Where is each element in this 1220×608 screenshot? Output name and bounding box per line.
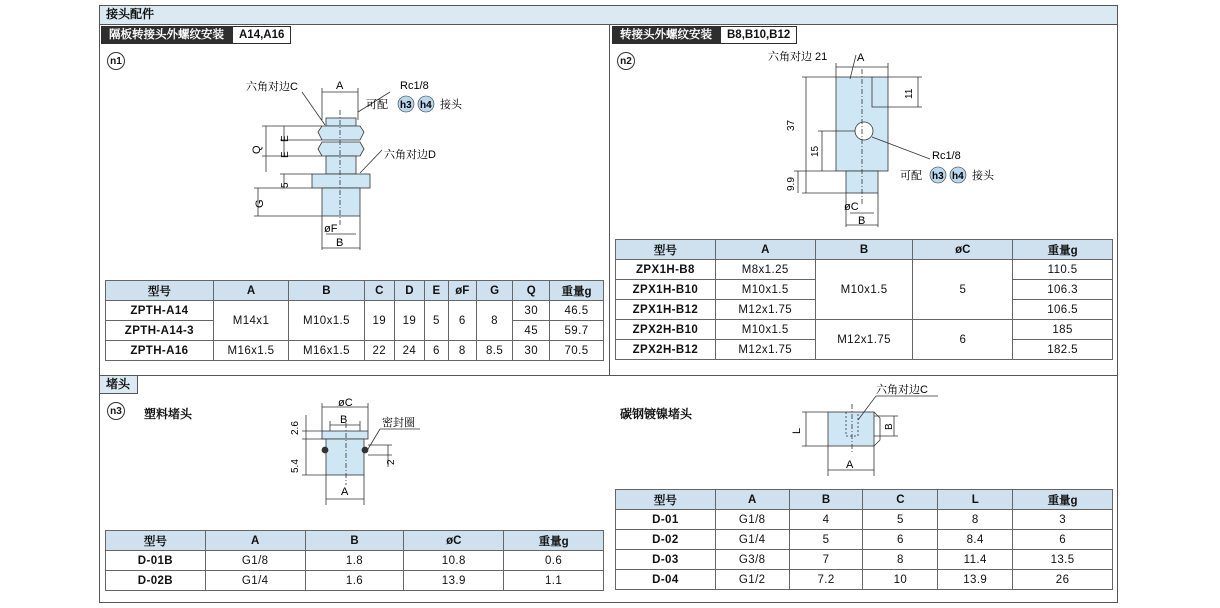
cell: 106.3	[1013, 280, 1113, 300]
cell: 8.5	[476, 341, 513, 361]
steel-title: 碳钢镀镍堵头	[620, 407, 693, 421]
n3-spec-table	[105, 530, 604, 591]
n1-col-q: Q	[513, 281, 550, 301]
n1-e1-label: E	[280, 135, 291, 142]
n1-col-b: B	[289, 281, 364, 301]
model-cell: ZPTH-A14	[106, 301, 214, 321]
n2-col-weight: 重量g	[1013, 240, 1113, 260]
n2-table-header-row	[616, 240, 1113, 260]
n2-col-c: øC	[913, 240, 1013, 260]
cell: 10	[863, 570, 938, 590]
n2-d11-label: 11	[904, 88, 915, 99]
n1-table-header-row	[106, 281, 604, 301]
cell: 5	[863, 510, 938, 530]
n2-oc-label: øC	[844, 201, 859, 213]
n1-spec-table	[105, 280, 604, 361]
table-row	[106, 301, 604, 321]
n1-col-f: øF	[448, 281, 476, 301]
n3-oc-label: øC	[338, 397, 353, 409]
cell: G1/2	[715, 570, 789, 590]
n1-col-model: 型号	[106, 281, 214, 301]
cell: M12x1.75	[815, 320, 913, 360]
model-cell: D-01B	[106, 551, 206, 571]
cell: 30	[513, 341, 550, 361]
cell: M10x1.5	[715, 320, 815, 340]
steel-l-label: L	[791, 427, 803, 434]
steel-col-model: 型号	[616, 490, 716, 510]
n1-badge: n1	[107, 52, 125, 70]
n1-mate-prefix: 可配	[366, 99, 388, 111]
table-row	[106, 551, 604, 571]
steel-table-header-row	[616, 490, 1113, 510]
n2-models: B8,B10,B12	[720, 26, 797, 44]
cell: 10.8	[404, 551, 504, 571]
n1-col-g: G	[476, 281, 513, 301]
n3-drawing	[280, 395, 440, 505]
n2-col-b: B	[815, 240, 913, 260]
model-cell: D-01	[616, 510, 716, 530]
cell: 6	[425, 341, 449, 361]
n1-g-label: G	[254, 199, 266, 208]
n1-col-c: C	[364, 281, 394, 301]
n2-d15-label: 15	[810, 145, 821, 157]
n1-col-weight: 重量g	[550, 281, 604, 301]
cell: 8	[448, 341, 476, 361]
cell: M14x1	[213, 301, 288, 341]
cell: M16x1.5	[289, 341, 364, 361]
n1-a-label: A	[336, 80, 344, 92]
cell: 7.2	[789, 570, 863, 590]
cell: 1.1	[504, 571, 604, 591]
n1-five-label: 5	[280, 182, 291, 188]
n2-drawing	[760, 45, 1020, 235]
divider-horizontal	[100, 375, 1117, 376]
n3-b-label: B	[340, 414, 348, 426]
steel-col-b: B	[789, 490, 863, 510]
n2-h4-text: h4	[952, 171, 964, 182]
n2-badge: n2	[617, 52, 635, 70]
n2-mate-suffix: 接头	[972, 170, 994, 182]
cell: 19	[394, 301, 424, 341]
n1-h3-text: h3	[400, 100, 412, 111]
cell: 110.5	[1013, 260, 1113, 280]
model-cell: D-02	[616, 530, 716, 550]
cell: 11.4	[938, 550, 1013, 570]
n2-a-label: A	[857, 52, 865, 64]
cell: 6	[913, 320, 1013, 360]
steel-col-l: L	[938, 490, 1013, 510]
cell: 1.6	[305, 571, 404, 591]
table-row	[106, 341, 604, 361]
cell: 8	[863, 550, 938, 570]
steel-col-c: C	[863, 490, 938, 510]
model-cell: D-02B	[106, 571, 206, 591]
cell: M16x1.5	[213, 341, 288, 361]
section-header-plug	[100, 376, 138, 394]
steel-a-label: A	[846, 459, 854, 471]
divider-vertical	[609, 25, 610, 375]
n1-hex-d-label: 六角对边D	[384, 149, 436, 161]
table-row	[616, 510, 1113, 530]
n3-col-a: A	[205, 531, 305, 551]
cell: M12x1.75	[715, 300, 815, 320]
steel-drawing	[780, 380, 950, 480]
cell: 182.5	[1013, 340, 1113, 360]
cell: 8	[938, 510, 1013, 530]
cell: 13.9	[938, 570, 1013, 590]
steel-col-weight: 重量g	[1013, 490, 1113, 510]
n3-a-label: A	[341, 486, 349, 498]
cell: G1/8	[715, 510, 789, 530]
cell: 106.5	[1013, 300, 1113, 320]
n3-title: 塑料堵头	[144, 407, 193, 421]
table-row	[616, 530, 1113, 550]
cell: 7	[789, 550, 863, 570]
n2-d37-label: 37	[786, 119, 797, 131]
n1-b-label: B	[336, 237, 344, 249]
cell: 13.9	[404, 571, 504, 591]
model-cell: ZPX1H-B10	[616, 280, 716, 300]
n2-d99-label: 9.9	[786, 177, 797, 191]
n2-header	[612, 26, 797, 44]
n1-h4-text: h4	[420, 100, 432, 111]
n1-mate-suffix: 接头	[440, 99, 462, 111]
cell: G1/8	[205, 551, 305, 571]
cell: 6	[448, 301, 476, 341]
cell: G1/4	[205, 571, 305, 591]
n1-col-d: D	[394, 281, 424, 301]
cell: 24	[394, 341, 424, 361]
cell: 0.6	[504, 551, 604, 571]
model-cell: ZPX2H-B12	[616, 340, 716, 360]
table-row	[616, 570, 1113, 590]
steel-b-label: B	[884, 423, 895, 430]
n1-of-label: øF	[324, 223, 338, 235]
n2-b-label: B	[858, 215, 866, 227]
section-plug-label: 堵头	[106, 377, 131, 391]
steel-hex-label: 六角对边C	[876, 384, 928, 396]
n3-col-b: B	[305, 531, 404, 551]
model-cell: ZPX1H-B12	[616, 300, 716, 320]
n3-seal-label: 密封圈	[382, 417, 415, 429]
cell: 46.5	[550, 301, 604, 321]
cell: 30	[513, 301, 550, 321]
n3-d26-label: 2.6	[290, 421, 301, 435]
cell: 6	[863, 530, 938, 550]
n3-col-model: 型号	[106, 531, 206, 551]
cell: 6	[1013, 530, 1113, 550]
n3-d54-label: 5.4	[290, 459, 301, 473]
n3-col-weight: 重量g	[504, 531, 604, 551]
cell: M8x1.25	[715, 260, 815, 280]
cell: 19	[364, 301, 394, 341]
n2-col-a: A	[715, 240, 815, 260]
table-row	[616, 260, 1113, 280]
cell: 70.5	[550, 341, 604, 361]
steel-col-a: A	[715, 490, 789, 510]
cell: 22	[364, 341, 394, 361]
n1-hex-c-label: 六角对边C	[246, 81, 298, 93]
cell: 5	[789, 530, 863, 550]
n2-rc-label: Rc1/8	[932, 150, 961, 162]
n3-badge: n3	[107, 402, 125, 420]
table-row	[616, 550, 1113, 570]
model-cell: ZPX1H-B8	[616, 260, 716, 280]
model-cell: D-03	[616, 550, 716, 570]
n1-drawing	[230, 70, 490, 260]
model-cell: ZPTH-A16	[106, 341, 214, 361]
n2-spec-table	[615, 239, 1113, 360]
n1-header	[101, 26, 291, 44]
n1-rc-label: Rc1/8	[400, 80, 429, 92]
n1-title: 隔板转接头外螺纹安装	[101, 26, 232, 44]
cell: 8.4	[938, 530, 1013, 550]
cell: 185	[1013, 320, 1113, 340]
cell: M10x1.5	[715, 280, 815, 300]
n2-h3-text: h3	[932, 171, 944, 182]
n3-d2-label: 2	[386, 459, 397, 465]
steel-spec-table	[615, 489, 1113, 590]
model-cell: D-04	[616, 570, 716, 590]
n1-e2-label: E	[280, 151, 291, 158]
n2-hex-label: 六角对边 21	[768, 51, 828, 63]
cell: 5	[913, 260, 1013, 320]
n2-mate-prefix: 可配	[900, 170, 922, 182]
n3-col-c: øC	[404, 531, 504, 551]
cell: 59.7	[550, 321, 604, 341]
cell: 26	[1013, 570, 1113, 590]
cell: 13.5	[1013, 550, 1113, 570]
cell: 3	[1013, 510, 1113, 530]
cell: G3/8	[715, 550, 789, 570]
cell: 1.8	[305, 551, 404, 571]
n1-col-a: A	[213, 281, 288, 301]
table-row	[106, 571, 604, 591]
model-cell: ZPTH-A14-3	[106, 321, 214, 341]
section-header-fittings: 接头配件	[100, 6, 1117, 25]
cell: 45	[513, 321, 550, 341]
cell: M10x1.5	[289, 301, 364, 341]
n1-models: A14,A16	[232, 26, 291, 44]
n2-title: 转接头外螺纹安装	[612, 26, 720, 44]
cell: 4	[789, 510, 863, 530]
table-row	[616, 320, 1113, 340]
model-cell: ZPX2H-B10	[616, 320, 716, 340]
cell: G1/4	[715, 530, 789, 550]
cell: M12x1.75	[715, 340, 815, 360]
n1-col-e: E	[425, 281, 449, 301]
cell: M10x1.5	[815, 260, 913, 320]
cell: 8	[476, 301, 513, 341]
n2-col-model: 型号	[616, 240, 716, 260]
n1-q-label: Q	[251, 145, 263, 154]
cell: 5	[425, 301, 449, 341]
n3-table-header-row	[106, 531, 604, 551]
